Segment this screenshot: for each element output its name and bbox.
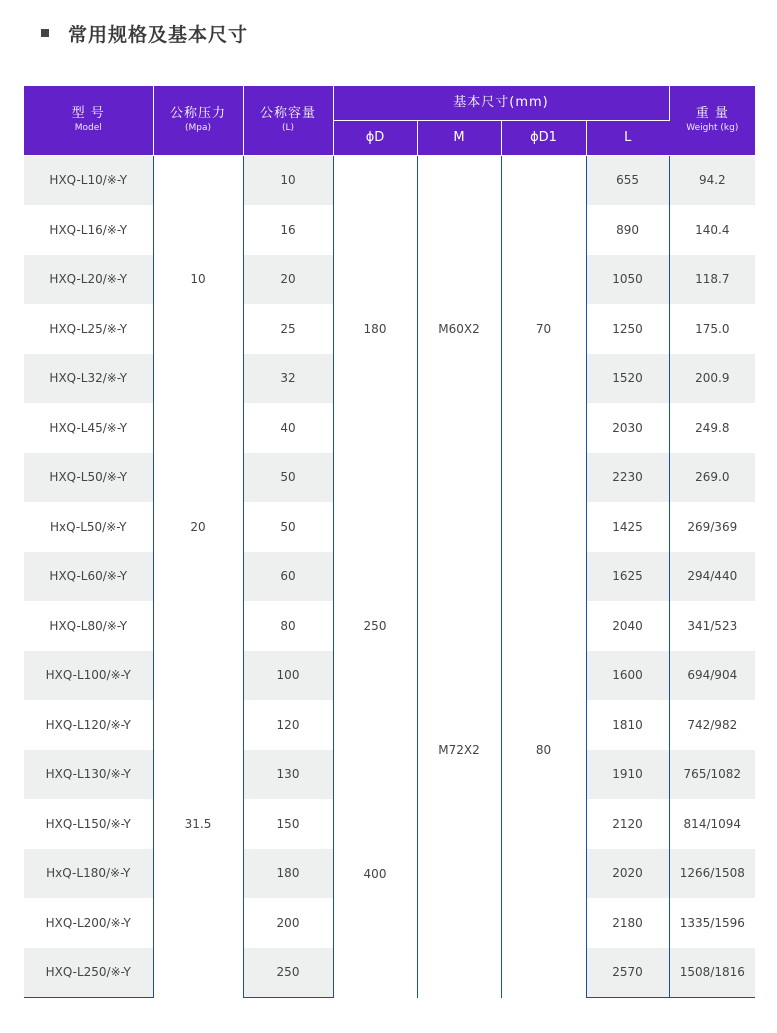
cell-model: HXQ-L250/※-Y — [24, 948, 153, 998]
cell-model: HxQ-L180/※-Y — [24, 849, 153, 899]
cell-M: M60X2 — [417, 155, 501, 502]
cell-weight: 694/904 — [669, 651, 755, 701]
cell-model: HXQ-L130/※-Y — [24, 750, 153, 800]
header-L: L — [586, 120, 669, 155]
cell-L: 890 — [586, 205, 669, 255]
cell-model: HXQ-L25/※-Y — [24, 304, 153, 354]
cell-phiD1: 70 — [501, 155, 586, 502]
cell-weight: 294/440 — [669, 552, 755, 602]
cell-pressure: 31.5 — [153, 651, 243, 998]
cell-L: 1425 — [586, 502, 669, 552]
cell-model: HXQ-L60/※-Y — [24, 552, 153, 602]
cell-capacity: 25 — [243, 304, 333, 354]
cell-capacity: 50 — [243, 453, 333, 503]
cell-weight: 269.0 — [669, 453, 755, 503]
cell-capacity: 10 — [243, 155, 333, 205]
cell-model: HXQ-L10/※-Y — [24, 155, 153, 205]
cell-weight: 269/369 — [669, 502, 755, 552]
cell-L: 1050 — [586, 255, 669, 305]
cell-model: HXQ-L150/※-Y — [24, 799, 153, 849]
cell-weight: 175.0 — [669, 304, 755, 354]
cell-L: 1520 — [586, 354, 669, 404]
table-row — [24, 750, 755, 800]
cell-L: 2180 — [586, 898, 669, 948]
cell-model: HXQ-L120/※-Y — [24, 700, 153, 750]
table-row — [24, 155, 755, 205]
cell-capacity: 50 — [243, 502, 333, 552]
header-pressure-cn: 公称压力 — [169, 106, 226, 122]
cell-L: 1600 — [586, 651, 669, 701]
header-dims-cn: 基本尺寸(mm) — [453, 94, 549, 110]
cell-capacity: 200 — [243, 898, 333, 948]
cell-capacity: 60 — [243, 552, 333, 602]
cell-capacity: 32 — [243, 354, 333, 404]
cell-L: 2120 — [586, 799, 669, 849]
cell-capacity: 250 — [243, 948, 333, 998]
cell-model: HXQ-L45/※-Y — [24, 403, 153, 453]
cell-weight: 341/523 — [669, 601, 755, 651]
cell-phiD: 400 — [333, 750, 417, 998]
header-capacity-cn: 公称容量 — [259, 106, 316, 122]
header-weight-en: Weight (kg) — [686, 123, 739, 134]
cell-L: 2030 — [586, 403, 669, 453]
header-phiD1: ϕD1 — [501, 120, 586, 155]
cell-capacity: 80 — [243, 601, 333, 651]
header-capacity-en: (L) — [281, 123, 295, 134]
bullet-square-icon — [41, 29, 49, 37]
cell-weight: 1335/1596 — [669, 898, 755, 948]
cell-L: 2020 — [586, 849, 669, 899]
cell-capacity: 40 — [243, 403, 333, 453]
cell-phiD1: 80 — [501, 502, 586, 998]
header-weight — [669, 86, 755, 155]
cell-L: 1625 — [586, 552, 669, 602]
cell-weight: 200.9 — [669, 354, 755, 404]
cell-L: 655 — [586, 155, 669, 205]
header-pressure-en: (Mpa) — [184, 123, 211, 134]
cell-model: HXQ-L200/※-Y — [24, 898, 153, 948]
cell-weight: 1508/1816 — [669, 948, 755, 998]
cell-capacity: 130 — [243, 750, 333, 800]
cell-weight: 94.2 — [669, 155, 755, 205]
cell-weight: 118.7 — [669, 255, 755, 305]
cell-capacity: 150 — [243, 799, 333, 849]
header-phiD: ϕD — [333, 120, 417, 155]
header-weight-cn: 重 量 — [695, 106, 729, 122]
cell-model: HXQ-L100/※-Y — [24, 651, 153, 701]
cell-capacity: 180 — [243, 849, 333, 899]
cell-weight: 814/1094 — [669, 799, 755, 849]
cell-capacity: 16 — [243, 205, 333, 255]
header-pressure — [153, 86, 243, 155]
table-row — [24, 502, 755, 552]
cell-phiD: 180 — [333, 155, 417, 502]
cell-pressure: 10 — [153, 155, 243, 403]
cell-capacity: 20 — [243, 255, 333, 305]
cell-model: HXQ-L32/※-Y — [24, 354, 153, 404]
header-capacity — [243, 86, 333, 155]
cell-model: HXQ-L20/※-Y — [24, 255, 153, 305]
cell-capacity: 100 — [243, 651, 333, 701]
cell-L: 2040 — [586, 601, 669, 651]
cell-phiD: 250 — [333, 502, 417, 750]
cell-model: HxQ-L50/※-Y — [24, 502, 153, 552]
cell-weight: 1266/1508 — [669, 849, 755, 899]
cell-L: 1910 — [586, 750, 669, 800]
header-dims — [333, 86, 669, 120]
cell-model: HXQ-L16/※-Y — [24, 205, 153, 255]
section-title-text: 常用规格及基本尺寸 — [68, 23, 249, 46]
cell-L: 2230 — [586, 453, 669, 503]
header-model — [24, 86, 153, 155]
cell-weight: 765/1082 — [669, 750, 755, 800]
cell-weight: 140.4 — [669, 205, 755, 255]
cell-L: 1250 — [586, 304, 669, 354]
cell-pressure: 20 — [153, 403, 243, 651]
cell-M: M72X2 — [417, 502, 501, 998]
section-title — [41, 19, 248, 47]
spec-table — [24, 86, 755, 998]
cell-weight: 249.8 — [669, 403, 755, 453]
cell-L: 2570 — [586, 948, 669, 998]
cell-model: HXQ-L50/※-Y — [24, 453, 153, 503]
cell-model: HXQ-L80/※-Y — [24, 601, 153, 651]
header-model-cn: 型 号 — [71, 106, 105, 122]
cell-L: 1810 — [586, 700, 669, 750]
header-M: M — [417, 120, 501, 155]
header-model-en: Model — [74, 123, 102, 134]
cell-weight: 742/982 — [669, 700, 755, 750]
cell-capacity: 120 — [243, 700, 333, 750]
